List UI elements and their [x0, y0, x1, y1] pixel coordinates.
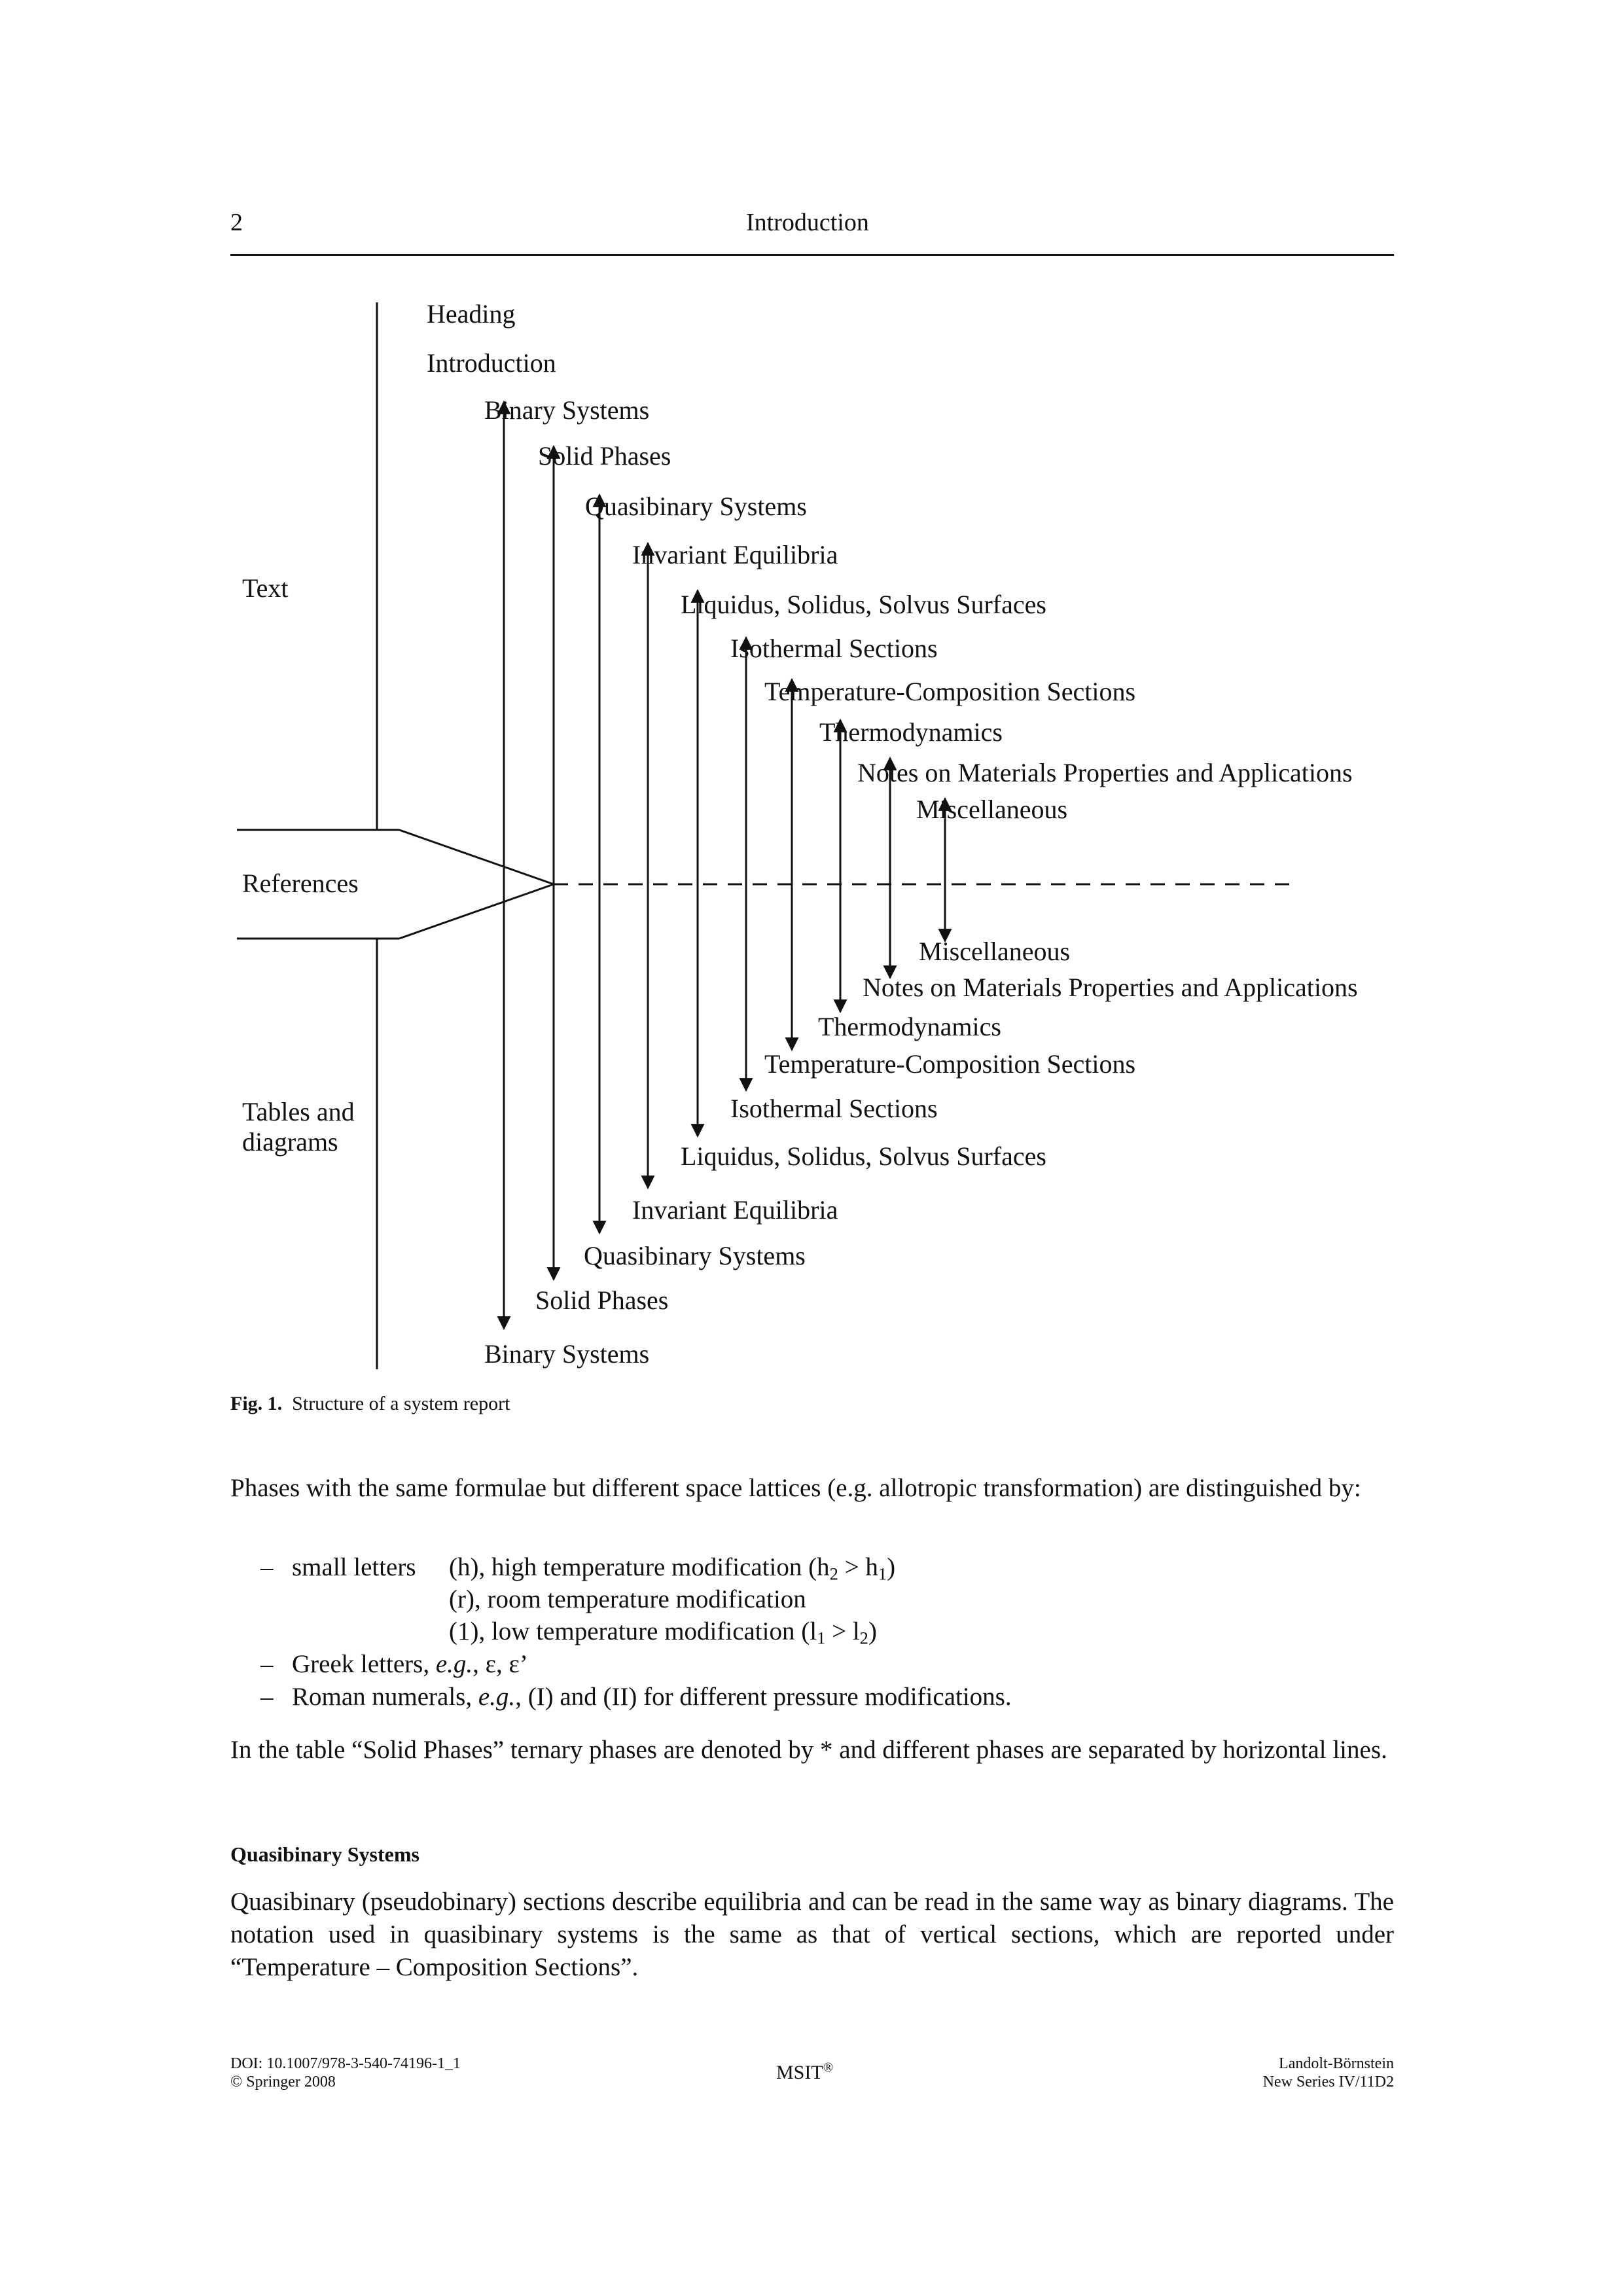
table-section-misc: Miscellaneous	[919, 937, 1071, 966]
list-high-temp	[449, 1551, 895, 1584]
list-room-temp: (r), room temperature modification	[449, 1585, 806, 1613]
text-section-invariant: Invariant Equilibria	[632, 540, 838, 569]
table-section-invariant: Invariant Equilibria	[632, 1195, 838, 1225]
footer-series-1: Landolt-Börnstein	[1279, 2055, 1394, 2072]
low-temp-mid: > l	[825, 1617, 860, 1645]
high-temp-text: (h), high temperature modification (h	[449, 1553, 830, 1581]
table-section-solid-phases: Solid Phases	[535, 1285, 669, 1315]
footer-copyright: © Springer 2008	[230, 2073, 336, 2090]
footer-registered-mark: ®	[823, 2060, 834, 2075]
footer-publisher	[776, 2062, 833, 2084]
table-section-isothermal: Isothermal Sections	[730, 1094, 938, 1123]
table-section-temp-comp: Temperature-Composition Sections	[764, 1049, 1136, 1079]
low-temp-sub-2: 2	[859, 1628, 868, 1648]
greek-text-b: , ε, ε’	[473, 1650, 528, 1678]
table-section-liquidus: Liquidus, Solidus, Solvus Surfaces	[681, 1141, 1046, 1171]
roman-eg: e.g.	[478, 1683, 516, 1711]
figure-caption	[230, 1393, 510, 1415]
high-temp-sub-1: 2	[829, 1564, 838, 1584]
table-section-quasibinary: Quasibinary Systems	[584, 1241, 806, 1270]
table-section-binary: Binary Systems	[484, 1339, 650, 1369]
list-roman	[292, 1681, 1012, 1713]
page-number: 2	[230, 209, 243, 236]
text-section-misc: Miscellaneous	[916, 795, 1068, 824]
text-section-solid-phases: Solid Phases	[538, 441, 671, 471]
list-dash-3: –	[260, 1683, 274, 1711]
roman-text-a: Roman numerals,	[292, 1683, 478, 1711]
text-section-heading: Heading	[427, 299, 516, 329]
low-temp-end: )	[868, 1617, 877, 1645]
greek-text-a: Greek letters,	[292, 1650, 436, 1678]
text-section-introduction: Introduction	[427, 348, 556, 378]
list-low-temp	[449, 1615, 877, 1648]
text-section-quasibinary: Quasibinary Systems	[585, 492, 807, 521]
list-greek	[292, 1648, 528, 1681]
high-temp-end: )	[887, 1553, 896, 1581]
paragraph-solid-phases: In the table “Solid Phases” ternary phases are denoted by * and different phases are separated by horizontal lines.	[230, 1736, 1387, 1764]
table-section-thermodynamics: Thermodynamics	[818, 1012, 1001, 1041]
figure-caption-label: Fig. 1.	[230, 1393, 283, 1414]
text-section-binary: Binary Systems	[484, 395, 650, 425]
paragraph-quasibinary: Quasibinary (pseudobinary) sections describe equilibria and can be read in the same way as binary diagrams. The notation used in quasibinary systems is the same as that of vertical sections, which are reported under “Temperature – Composition Sections”.	[230, 1888, 1394, 1981]
list-dash-2: –	[260, 1650, 274, 1678]
text-section-notes: Notes on Materials Properties and Applications	[857, 758, 1353, 787]
section-heading-quasibinary: Quasibinary Systems	[230, 1842, 419, 1866]
roman-text-b: , (I) and (II) for different pressure modifications.	[515, 1683, 1012, 1711]
side-label-references: References	[242, 869, 359, 898]
references-pointer	[399, 830, 554, 939]
low-temp-text: (1), low temperature modification (l	[449, 1617, 817, 1645]
text-section-isothermal: Isothermal Sections	[730, 634, 938, 663]
footer-msit: MSIT	[776, 2062, 823, 2083]
paragraph-phases: Phases with the same formulae but different space lattices (e.g. allotropic transformation) are distinguished by:	[230, 1474, 1361, 1502]
list-dash-1: –	[260, 1553, 274, 1581]
greek-eg: e.g.	[435, 1650, 473, 1678]
running-title: Introduction	[746, 209, 869, 236]
high-temp-sub-2: 1	[878, 1564, 887, 1584]
figure-caption-text: Structure of a system report	[292, 1393, 510, 1414]
high-temp-mid: > h	[838, 1553, 878, 1581]
list-small-letters: small letters	[292, 1553, 416, 1581]
text-section-temp-comp: Temperature-Composition Sections	[764, 677, 1136, 706]
side-label-tables-2: diagrams	[242, 1127, 338, 1157]
footer-series-2: New Series IV/11D2	[1262, 2073, 1394, 2090]
low-temp-sub-1: 1	[817, 1628, 826, 1648]
text-section-liquidus: Liquidus, Solidus, Solvus Surfaces	[681, 590, 1046, 619]
side-label-tables-1: Tables and	[242, 1097, 355, 1126]
text-section-thermodynamics: Thermodynamics	[819, 717, 1003, 747]
side-label-text: Text	[242, 573, 289, 603]
table-section-notes: Notes on Materials Properties and Applications	[863, 973, 1358, 1002]
footer-doi: DOI: 10.1007/978-3-540-74196-1_1	[230, 2055, 461, 2072]
